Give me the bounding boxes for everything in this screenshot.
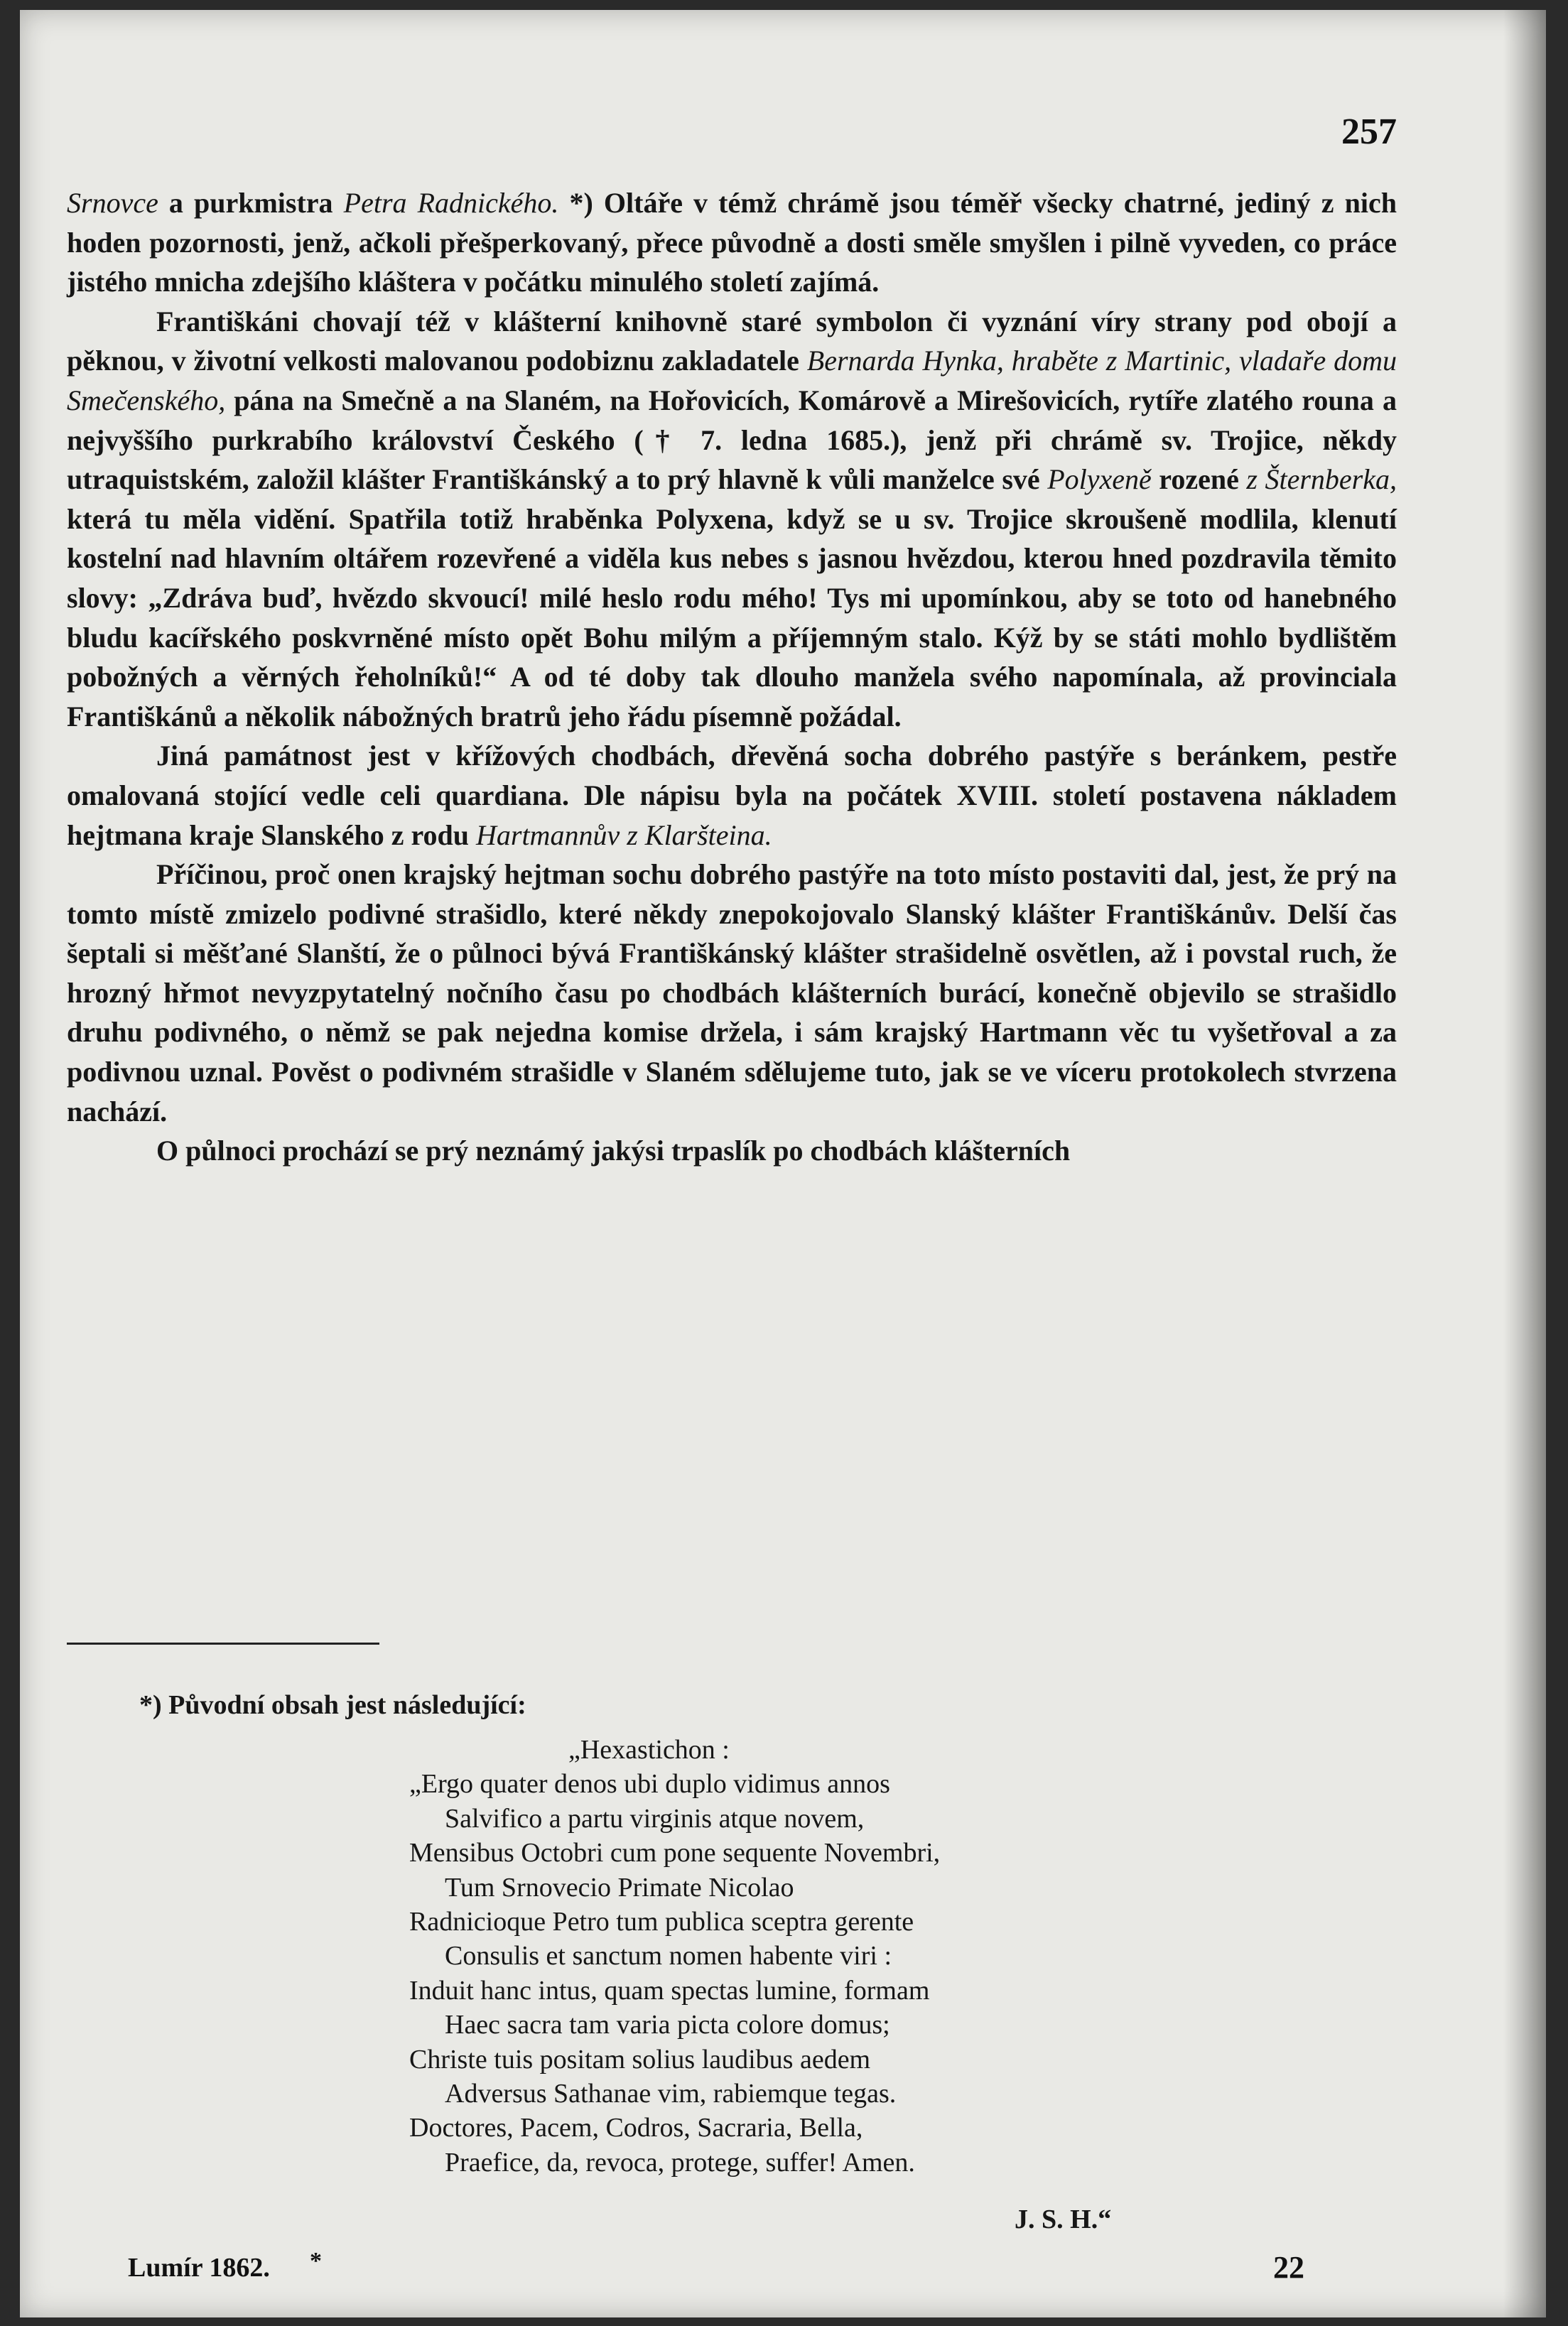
text-span: Františkáni chovají též v klášterní knihovně staré symbolon či vyznání víry strany pod obojí a pěknou, v životní velkosti malovanou podobiznu zakladatele bbox=[67, 305, 1397, 377]
text-span: která tu měla vidění. Spatřila totiž hraběnka Polyxena, když se u sv. Trojice skroušeně modlila, klenutí kostelní nad hlavním oltářem rozevřené a viděla kus nebes s jasnou hvězdou, kterou hned pozdravila těmito slovy: „Zdráva buď, hvězdo skvoucí! milé heslo rodu mého! Tys mi upomínkou, aby se toto od hanebného bludu kacířského poskvrněné místo opět Bohu milým a příjemným stalo. Kýž by se státi mohlo bydlištěm pobožných a věrných řeholníků!“ A od té doby tak dlouho manžela svého napomínala, až provinciala Františkánů a několik nábožných bratrů jeho řádu písemně požádal. bbox=[67, 502, 1397, 732]
poem-line: Radnicioque Petro tum publica sceptra gerente bbox=[409, 1907, 914, 1937]
poem-line: Consulis et sanctum nomen habente viri : bbox=[445, 1941, 892, 1971]
footer-mark: * bbox=[310, 2248, 322, 2274]
poem-line: Doctores, Pacem, Codros, Sacraria, Bella, bbox=[409, 2113, 863, 2143]
poem-heading: „Hexastichon : bbox=[568, 1735, 730, 1765]
poem-line: „Ergo quater denos ubi duplo vidimus annos bbox=[409, 1769, 890, 1800]
italic-name: Hartmannův z Klaršteina. bbox=[475, 818, 772, 851]
page-number: 257 bbox=[1341, 112, 1397, 152]
main-text bbox=[67, 183, 1397, 1171]
poem-line: Adversus Sathanae vim, rabiemque tegas. bbox=[445, 2079, 897, 2109]
text-span: pána na Smečně a na Slaném, na Hořovicích, Komárově a Mirešovicích, rytíře zlatého rouna a nejvyššího purkrabího království Českého († 7. ledna 1685.), jenž při chrámě sv. Trojice, někdy utraquistském, založil klášter Františkánský a to prý hlavně k vůli manželce své bbox=[67, 384, 1397, 496]
text-span: rozené bbox=[1151, 463, 1247, 496]
paragraph-3 bbox=[67, 736, 1397, 855]
text-span: Jiná památnost jest v křížových chodbách, dřevěná socha dobrého pastýře s beránkem, pestře omalovaná stojící vedle celi quardiana. Dle nápisu byla na počátek XVIII. století postavena nákladem hejtmana kraje Slanského z rodu bbox=[67, 740, 1397, 851]
footer-journal: Lumír 1862. bbox=[128, 2253, 270, 2283]
paragraph-5: O půlnoci prochází se prý neznámý jakýsi trpaslík po chodbách klášterních bbox=[156, 1135, 1071, 1167]
italic-name: z Šternberka, bbox=[1246, 463, 1397, 496]
poem-line: Christe tuis positam solius laudibus aedem bbox=[409, 2044, 871, 2075]
footer-sheet-number: 22 bbox=[1273, 2250, 1304, 2285]
poem-line: Salvifico a partu virginis atque novem, bbox=[445, 1803, 865, 1834]
page-edge-shadow bbox=[1503, 10, 1546, 2317]
footnote-divider bbox=[67, 1643, 379, 1645]
paragraph-4: Příčinou, proč onen krajský hejtman sochu dobrého pastýře na toto místo postaviti dal, jest, že prý na tomto místě zmizelo podivné strašidlo, které někdy znepokojovalo Slanský klášter Františkánův. Delší čas šeptali si měšťané Slanští, že o půlnoci bývá Františkánský klášter strašidelně osvětlen, až i povstal ruch, že hrozný hřmot nevyzpytatelný nočního času po chodbách klášterních burácí, konečně objevilo se strašidlo druhu podivného, o němž se pak nejedna komise držela, i sám krajský Hartmann věc tu vyšetřoval a za podivnou uznal. Pověst o podivném strašidle v Slaném sdělujeme tuto, jak se ve víceru protokolech stvrzena nachází. bbox=[67, 858, 1397, 1127]
paragraph-1 bbox=[67, 183, 1397, 302]
poem-line: Tum Srnovecio Primate Nicolao bbox=[445, 1872, 794, 1903]
footnote-title: *) Původní obsah jest následující: bbox=[139, 1690, 526, 1720]
poem-line: Haec sacra tam varia picta colore domus; bbox=[445, 2010, 890, 2040]
signature: J. S. H.“ bbox=[1015, 2205, 1112, 2234]
italic-name: Srnovce bbox=[67, 187, 158, 219]
document-page bbox=[20, 10, 1546, 2317]
poem-line: Mensibus Octobri cum pone sequente Novembri, bbox=[409, 1838, 941, 1868]
italic-name: Petra Radnického. bbox=[343, 187, 559, 219]
paragraph-2 bbox=[67, 302, 1397, 737]
italic-name: Polyxeně bbox=[1047, 463, 1152, 496]
poem-line: Induit hanc intus, quam spectas lumine, formam bbox=[409, 1975, 930, 2006]
footnote-poem bbox=[409, 1733, 940, 2180]
text-span: a purkmistra bbox=[158, 187, 344, 219]
italic-name: Bernarda Hynka, hraběte z Martinic, vladaře domu Smečenského, bbox=[67, 345, 1397, 416]
text-span: *) Oltáře v témž chrámě jsou téměř všecky chatrné, jediný z nich hoden pozornosti, jenž, ačkoli přešperkovaný, přece původně a dosti směle smyšlen i pilně vyveden, co práce jistého mnicha zdejšího kláštera v počátku minulého století zajímá. bbox=[67, 187, 1397, 298]
poem-line: Praefice, da, revoca, protege, suffer! Amen. bbox=[445, 2147, 915, 2178]
